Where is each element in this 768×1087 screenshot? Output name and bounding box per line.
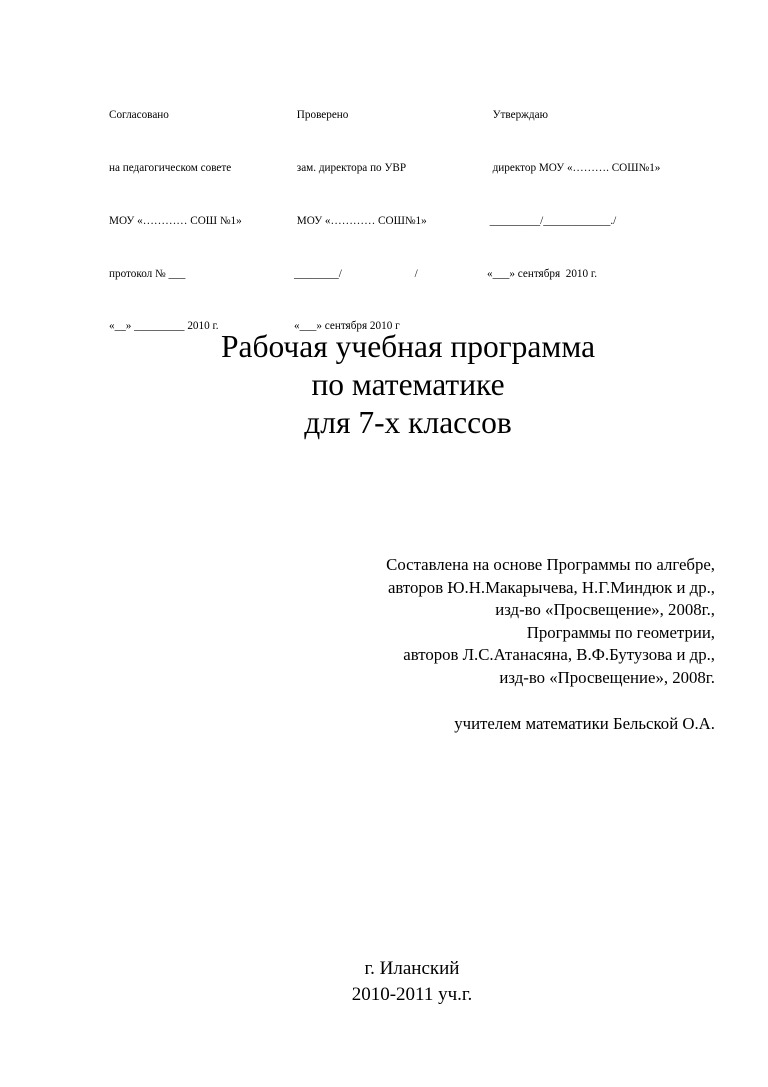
approval-checked-school: МОУ «………… СОШ№1» bbox=[294, 214, 427, 227]
document-title bbox=[0, 328, 768, 442]
approval-approved-column bbox=[487, 72, 660, 301]
basis-line-4: Программы по геометрии, bbox=[526, 622, 715, 642]
approval-agreed-heading: Согласовано bbox=[109, 109, 169, 122]
approval-agreed-school: МОУ «………… СОШ №1» bbox=[109, 214, 242, 227]
basis-line-1: Составлена на основе Программы по алгебре, bbox=[386, 555, 715, 574]
approval-checked-date: «___» сентября 2010 г bbox=[294, 320, 400, 333]
basis-line-2: авторов Ю.Н.Макарычева, Н.Г.Миндюк и др., bbox=[387, 577, 715, 597]
approval-approved-signature: _________/____________./ bbox=[487, 214, 617, 227]
approval-checked-heading: Проверено bbox=[294, 109, 349, 122]
approval-agreed-council: на педагогическом совете bbox=[109, 161, 232, 174]
program-basis bbox=[386, 554, 715, 736]
footer-year: 2010-2011 уч.г. bbox=[351, 984, 473, 1005]
basis-line-5: авторов Л.С.Атанасяна, В.Ф.Бутузова и др., bbox=[403, 645, 715, 664]
approval-approved-heading: Утверждаю bbox=[487, 109, 548, 122]
title-line-2: по математике bbox=[311, 367, 505, 402]
approval-approved-director: директор МОУ «………. СОШ№1» bbox=[487, 161, 661, 174]
approval-checked-deputy: зам. директора по УВР bbox=[294, 161, 407, 174]
document-footer bbox=[0, 956, 768, 1008]
approval-agreed-column bbox=[109, 72, 242, 354]
basis-line-3: изд-во «Просвещение», 2008г., bbox=[495, 600, 715, 619]
approval-agreed-protocol: протокол № ___ bbox=[109, 267, 186, 280]
basis-line-6: изд-во «Просвещение», 2008г. bbox=[499, 667, 715, 687]
title-line-3: для 7-х классов bbox=[304, 405, 512, 440]
footer-city: г. Иланский bbox=[364, 958, 460, 979]
title-line-1: Рабочая учебная программа bbox=[220, 329, 596, 364]
approval-approved-date: «___» сентября 2010 г. bbox=[487, 267, 598, 280]
basis-teacher: учителем математики Бельской О.А. bbox=[454, 714, 715, 733]
approval-checked-signature: ________/ / bbox=[294, 267, 418, 280]
approval-checked-column bbox=[294, 72, 427, 354]
approval-agreed-date: «__» _________ 2010 г. bbox=[109, 320, 219, 333]
basis-spacer bbox=[386, 689, 715, 713]
